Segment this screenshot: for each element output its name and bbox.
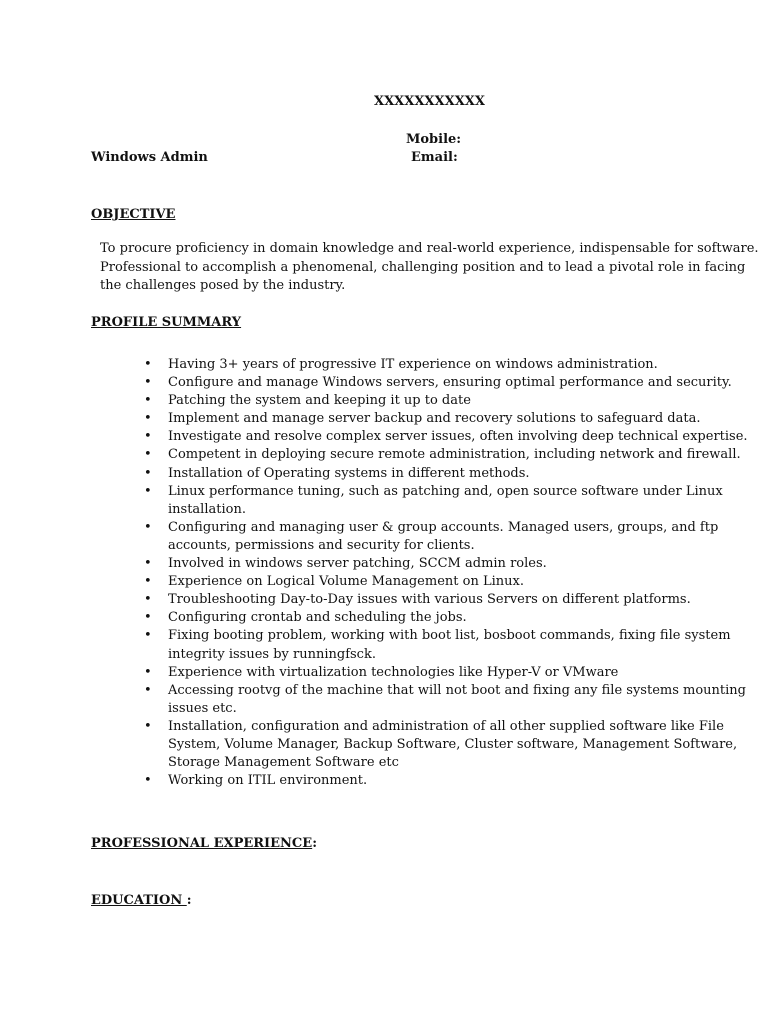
summary-list-item	[144, 772, 760, 790]
education-heading: EDUCATION	[91, 893, 187, 908]
candidate-name: XXXXXXXXXXX	[374, 94, 485, 109]
summary-list-item	[144, 664, 760, 682]
bullet-icon: •	[144, 664, 152, 680]
summary-item-text: Configuring crontab and scheduling the jobs.	[168, 610, 467, 626]
job-role: Windows Admin	[91, 150, 208, 165]
objective-heading: OBJECTIVE	[91, 207, 176, 222]
bullet-icon: •	[144, 447, 152, 463]
summary-list-item	[144, 555, 760, 573]
summary-list-item	[144, 627, 760, 663]
bullet-icon: •	[144, 773, 152, 789]
summary-list-item	[144, 682, 760, 718]
education-heading-wrap	[91, 889, 192, 908]
bullet-icon: •	[144, 556, 152, 572]
summary-item-text: Having 3+ years of progressive IT experience on windows administration.	[168, 357, 658, 372]
bullet-icon: •	[144, 483, 152, 499]
bullet-icon: •	[144, 393, 152, 409]
bullet-icon: •	[144, 718, 152, 734]
summary-list-item	[144, 591, 760, 609]
bullet-icon: •	[144, 574, 152, 590]
bullet-icon: •	[144, 357, 152, 372]
summary-list-item	[144, 519, 760, 555]
mobile-label: Mobile:	[406, 132, 462, 147]
summary-item-text: Troubleshooting Day-to-Day issues with various Servers on different platforms.	[168, 592, 691, 608]
professional-experience-heading: PROFESSIONAL EXPERIENCE	[91, 836, 313, 851]
profile-summary-list	[144, 356, 760, 790]
bullet-icon: •	[144, 610, 152, 626]
summary-list-item	[144, 446, 760, 464]
bullet-icon: •	[144, 411, 152, 427]
summary-list-item	[144, 374, 760, 392]
summary-item-text: Installation of Operating systems in different methods.	[168, 465, 530, 481]
bullet-icon: •	[144, 429, 152, 445]
summary-item-text: Patching the system and keeping it up to date	[168, 393, 471, 409]
bullet-icon: •	[144, 682, 152, 698]
summary-list-item	[144, 483, 760, 519]
summary-list-item	[144, 356, 760, 374]
bullet-icon: •	[144, 628, 152, 644]
summary-item-text: Linux performance tuning, such as patching and, open source software under Linux installation.	[168, 483, 723, 517]
summary-list-item	[144, 392, 760, 410]
bullet-icon: •	[144, 375, 152, 391]
summary-item-text: Accessing rootvg of the machine that will not boot and fixing any file systems mounting issues etc.	[168, 682, 746, 716]
education-colon: :	[186, 893, 192, 908]
summary-item-text: Competent in deploying secure remote administration, including network and firewall.	[168, 447, 741, 463]
summary-item-text: Experience with virtualization technologies like Hyper-V or VMware	[168, 664, 619, 680]
summary-item-text: Implement and manage server backup and recovery solutions to safeguard data.	[168, 411, 701, 427]
summary-item-text: Installation, configuration and administration of all other supplied software like File System, Volume Manager, Backup Software, Cluster software, Management Software, Storage Management Software etc	[168, 718, 738, 771]
email-label: Email:	[411, 150, 458, 165]
summary-item-text: Configure and manage Windows servers, ensuring optimal performance and security.	[168, 375, 732, 391]
professional-experience-colon: :	[312, 836, 317, 851]
objective-text: To procure proficiency in domain knowledge and real-world experience, indispensable for software. Professional to accomplish a phenomenal, challenging position and to lead a pivotal role in facing the challenges posed by the industry.	[100, 241, 759, 293]
summary-item-text: Configuring and managing user & group accounts. Managed users, groups, and ftp accounts, permissions and security for clients.	[168, 519, 719, 553]
summary-item-text: Experience on Logical Volume Management on Linux.	[168, 574, 524, 590]
bullet-icon: •	[144, 519, 152, 535]
profile-summary-heading: PROFILE SUMMARY	[91, 315, 242, 330]
summary-item-text: Investigate and resolve complex server issues, often involving deep technical expertise.	[168, 429, 748, 445]
summary-list-item	[144, 410, 760, 428]
summary-list-item	[144, 718, 760, 772]
summary-list-item	[144, 573, 760, 591]
summary-item-text: Fixing booting problem, working with boot list, bosboot commands, fixing file system integrity issues by runningfsck.	[168, 628, 731, 662]
summary-list-item	[144, 465, 760, 483]
bullet-icon: •	[144, 465, 152, 481]
summary-item-text: Working on ITIL environment.	[168, 773, 368, 789]
summary-list-item	[144, 609, 760, 627]
professional-experience-heading-wrap	[91, 832, 317, 851]
bullet-icon: •	[144, 592, 152, 608]
summary-item-text: Involved in windows server patching, SCCM admin roles.	[168, 556, 547, 572]
summary-list-item	[144, 428, 760, 446]
